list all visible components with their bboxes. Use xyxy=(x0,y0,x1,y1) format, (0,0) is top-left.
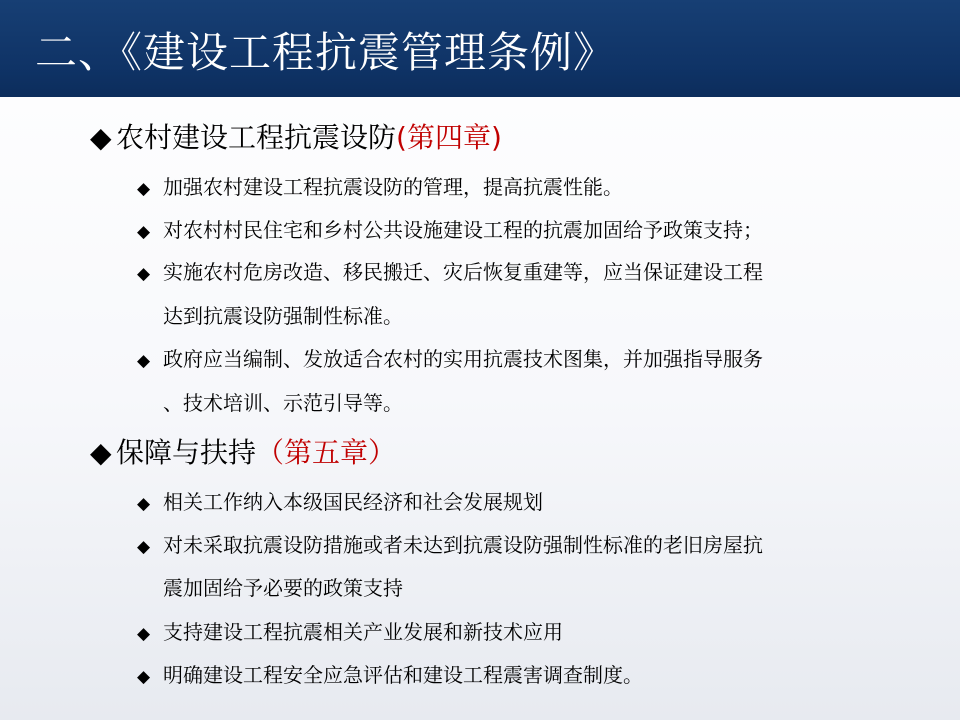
section-heading-rural xyxy=(90,121,502,155)
list-item-text: 相关工作纳入本级国民经济和社会发展规划 xyxy=(163,490,543,514)
list-item xyxy=(137,489,543,517)
list-item xyxy=(137,662,643,690)
list-item xyxy=(137,346,763,374)
list-item xyxy=(137,217,763,245)
diamond-bullet-icon: ◆ xyxy=(137,537,151,557)
section-heading-support xyxy=(90,436,396,470)
diamond-bullet-icon: ◆ xyxy=(90,121,112,154)
list-item xyxy=(137,259,763,287)
list-item xyxy=(137,532,763,560)
list-item-text: 支持建设工程抗震相关产业发展和新技术应用 xyxy=(163,620,563,644)
list-item-continuation: 、技术培训、示范引导等。 xyxy=(163,391,403,415)
list-item-text: 对农村村民住宅和乡村公共设施建设工程的抗震加固给予政策支持； xyxy=(163,218,763,242)
diamond-bullet-icon: ◆ xyxy=(90,436,112,469)
list-item-text: 政府应当编制、发放适合农村的实用抗震技术图集，并加强指导服务 xyxy=(163,347,763,371)
chapter-label: （第五章） xyxy=(256,436,397,469)
diamond-bullet-icon: ◆ xyxy=(137,264,151,284)
list-item-text: 明确建设工程安全应急评估和建设工程震害调查制度。 xyxy=(163,663,643,687)
slide-header xyxy=(0,0,960,97)
list-item-text: 对未采取抗震设防措施或者未达到抗震设防强制性标准的老旧房屋抗 xyxy=(163,533,763,557)
diamond-bullet-icon: ◆ xyxy=(137,667,151,687)
diamond-bullet-icon: ◆ xyxy=(137,222,151,242)
list-item xyxy=(137,619,563,647)
list-item xyxy=(137,174,623,202)
slide-title: 二、《建设工程抗震管理条例》 xyxy=(35,28,617,77)
list-item-text: 加强农村建设工程抗震设防的管理，提高抗震性能。 xyxy=(163,175,623,199)
diamond-bullet-icon: ◆ xyxy=(137,351,151,371)
section-heading-text: 保障与扶持 xyxy=(116,436,257,469)
list-item-continuation: 震加固给予必要的政策支持 xyxy=(163,576,403,600)
chapter-label: (第四章) xyxy=(396,121,502,154)
list-item-continuation: 达到抗震设防强制性标准。 xyxy=(163,304,403,328)
diamond-bullet-icon: ◆ xyxy=(137,179,151,199)
section-heading-text: 农村建设工程抗震设防 xyxy=(116,121,397,154)
list-item-text: 实施农村危房改造、移民搬迁、灾后恢复重建等，应当保证建设工程 xyxy=(163,260,763,284)
diamond-bullet-icon: ◆ xyxy=(137,494,151,514)
diamond-bullet-icon: ◆ xyxy=(137,624,151,644)
